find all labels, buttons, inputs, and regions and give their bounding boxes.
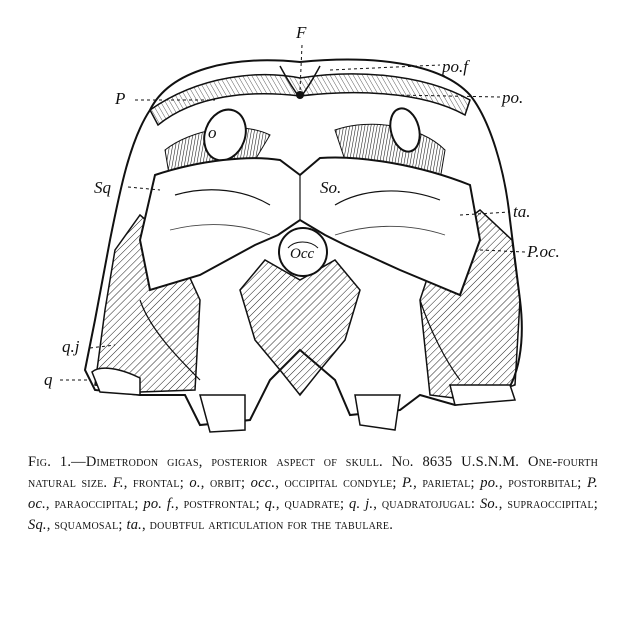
caption-text: , posterior aspect of skull. <box>198 454 392 470</box>
left-lower-jaw <box>200 395 245 432</box>
caption-no: No. <box>391 454 414 470</box>
caption-key: So. <box>479 496 499 512</box>
label-frontal: F <box>296 23 307 42</box>
label-quadratojugal: q.j <box>62 337 80 356</box>
caption-key: po. <box>480 475 499 491</box>
caption-text: , squamosal; <box>46 517 127 533</box>
figure-caption <box>28 452 598 536</box>
caption-text: , frontal; <box>123 475 190 491</box>
label-tabulare: ta. <box>513 202 531 221</box>
caption-taxon: Dimetrodon gigas <box>85 454 199 470</box>
label-paraoccipital: P.oc. <box>527 242 560 261</box>
caption-key: F. <box>112 475 124 491</box>
label-parietal: P <box>115 89 126 108</box>
caption-text: , doubtful articulation for the tabulare. <box>142 517 394 533</box>
caption-text: , orbit; <box>200 475 251 491</box>
right-lower-jaw <box>355 395 400 430</box>
caption-text: , postfrontal; <box>174 496 265 512</box>
caption-key: o. <box>189 475 201 491</box>
caption-text: , paraoccipital; <box>45 496 144 512</box>
caption-text: , occipital condyle; <box>275 475 403 491</box>
caption-text: , quadratojugal: <box>373 496 480 512</box>
caption-key: P. oc. <box>28 475 598 512</box>
caption-text: , postorbital; <box>498 475 587 491</box>
caption-text: , parietal; <box>413 475 481 491</box>
label-squamosal: Sq <box>94 178 111 197</box>
caption-key: Sq. <box>28 517 47 533</box>
caption-text: , quadrate; <box>275 496 350 512</box>
caption-key: P. <box>402 475 414 491</box>
caption-dash: — <box>71 454 86 470</box>
caption-key: q. <box>264 496 276 512</box>
caption-key: occ. <box>250 475 276 491</box>
label-supraoccipital: So. <box>320 178 342 197</box>
label-occipital-condyle: Occ <box>290 246 315 262</box>
caption-text: , supraoccipital; <box>498 496 599 512</box>
right-quadrate <box>450 385 515 405</box>
label-postfrontal: po.f <box>442 57 468 76</box>
caption-fig-no: Fig. 1. <box>28 454 72 470</box>
caption-text: 8635 U.S.N.M. One-fourth natural size. <box>28 454 598 491</box>
caption-key: q. j. <box>349 496 374 512</box>
caption-key: ta. <box>126 517 142 533</box>
label-quadrate: q <box>44 370 53 389</box>
label-postorbital: po. <box>502 88 524 107</box>
label-orbit: o <box>208 123 217 142</box>
caption-key: po. f. <box>143 496 175 512</box>
